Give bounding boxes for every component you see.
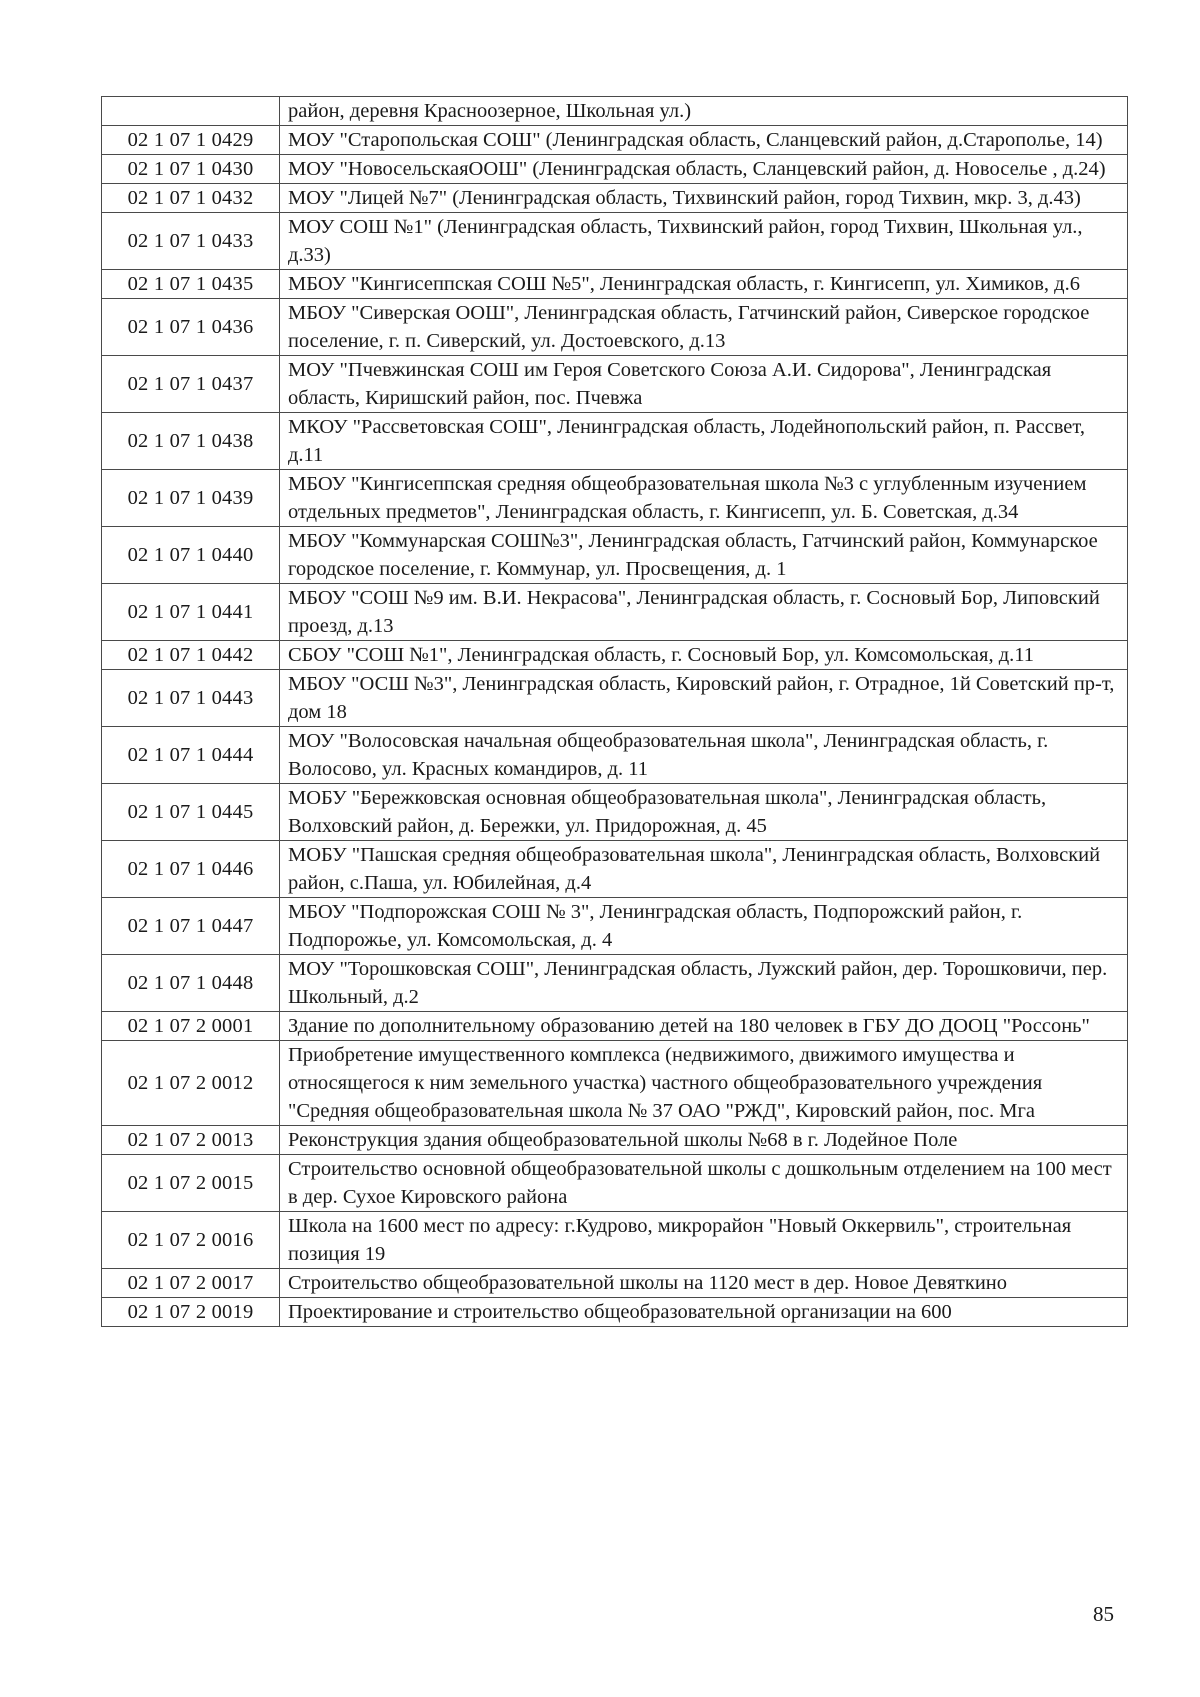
- row-description-cell: МКОУ "Рассветовская СОШ", Ленинградская область, Лодейнопольский район, п. Рассвет, д.11: [280, 413, 1128, 470]
- table-row: [102, 97, 1128, 126]
- row-code-cell: 02 1 07 1 0445: [102, 784, 280, 841]
- table-row: [102, 270, 1128, 299]
- table-row: [102, 670, 1128, 727]
- row-description-cell: Школа на 1600 мест по адресу: г.Кудрово, микрорайон "Новый Оккервиль", строительная позиция 19: [280, 1212, 1128, 1269]
- row-description-cell: МОУ СОШ №1" (Ленинградская область, Тихвинский район, город Тихвин, Школьная ул., д.33): [280, 213, 1128, 270]
- row-description-cell: МОУ "НовосельскаяООШ" (Ленинградская область, Сланцевский район, д. Новоселье , д.24): [280, 155, 1128, 184]
- table-row: [102, 898, 1128, 955]
- row-code-cell: 02 1 07 1 0435: [102, 270, 280, 299]
- row-code-cell: 02 1 07 1 0430: [102, 155, 280, 184]
- row-description-cell: Здание по дополнительному образованию детей на 180 человек в ГБУ ДО ДООЦ "Россонь": [280, 1012, 1128, 1041]
- table-row: [102, 1212, 1128, 1269]
- table-row: [102, 527, 1128, 584]
- row-description-cell: Реконструкция здания общеобразовательной школы №68 в г. Лодейное Поле: [280, 1126, 1128, 1155]
- row-code-cell: 02 1 07 2 0015: [102, 1155, 280, 1212]
- page-number: 85: [1093, 1602, 1114, 1626]
- row-description-cell: район, деревня Красноозерное, Школьная ул.): [280, 97, 1128, 126]
- table-row: [102, 1012, 1128, 1041]
- table-row: [102, 1155, 1128, 1212]
- row-description-cell: Строительство основной общеобразовательной школы с дошкольным отделением на 100 мест в дер. Сухое Кировского района: [280, 1155, 1128, 1212]
- row-description-cell: МБОУ "Коммунарская СОШ№3", Ленинградская область, Гатчинский район, Коммунарское городское поселение, г. Коммунар, ул. Просвещения, д. 1: [280, 527, 1128, 584]
- row-description-cell: МБОУ "Кингисеппская средняя общеобразовательная школа №3 с углубленным изучением отдельных предметов", Ленинградская область, г. Кингисепп, ул. Б. Советская, д.34: [280, 470, 1128, 527]
- row-code-cell: 02 1 07 1 0437: [102, 356, 280, 413]
- row-code-cell: 02 1 07 1 0433: [102, 213, 280, 270]
- row-code-cell: 02 1 07 1 0448: [102, 955, 280, 1012]
- row-code-cell: 02 1 07 1 0436: [102, 299, 280, 356]
- row-description-cell: МБОУ "Подпорожская СОШ № 3", Ленинградская область, Подпорожский район, г. Подпорожье, ул. Комсомольская, д. 4: [280, 898, 1128, 955]
- row-code-cell: 02 1 07 1 0429: [102, 126, 280, 155]
- table-row: [102, 470, 1128, 527]
- row-code-cell: 02 1 07 1 0438: [102, 413, 280, 470]
- row-code-cell: 02 1 07 1 0443: [102, 670, 280, 727]
- table-row: [102, 1298, 1128, 1327]
- row-description-cell: МБОУ "Кингисеппская СОШ №5", Ленинградская область, г. Кингисепп, ул. Химиков, д.6: [280, 270, 1128, 299]
- row-description-cell: МОУ "Пчевжинская СОШ им Героя Советского Союза А.И. Сидорова", Ленинградская область, Киришский район, пос. Пчевжа: [280, 356, 1128, 413]
- row-code-cell: 02 1 07 2 0017: [102, 1269, 280, 1298]
- document-table: [101, 96, 1128, 1327]
- row-code-cell: [102, 97, 280, 126]
- table-row: [102, 213, 1128, 270]
- row-code-cell: 02 1 07 1 0441: [102, 584, 280, 641]
- row-description-cell: МОУ "Старопольская СОШ" (Ленинградская область, Сланцевский район, д.Старополье, 14): [280, 126, 1128, 155]
- table-row: [102, 641, 1128, 670]
- row-code-cell: 02 1 07 2 0013: [102, 1126, 280, 1155]
- row-code-cell: 02 1 07 1 0439: [102, 470, 280, 527]
- row-code-cell: 02 1 07 1 0444: [102, 727, 280, 784]
- row-description-cell: МБОУ "ОСШ №3", Ленинградская область, Кировский район, г. Отрадное, 1й Советский пр-т, дом 18: [280, 670, 1128, 727]
- table-row: [102, 584, 1128, 641]
- table-row: [102, 184, 1128, 213]
- row-code-cell: 02 1 07 1 0432: [102, 184, 280, 213]
- row-code-cell: 02 1 07 2 0019: [102, 1298, 280, 1327]
- row-description-cell: Строительство общеобразовательной школы на 1120 мест в дер. Новое Девяткино: [280, 1269, 1128, 1298]
- row-description-cell: СБОУ "СОШ №1", Ленинградская область, г. Сосновый Бор, ул. Комсомольская, д.11: [280, 641, 1128, 670]
- row-description-cell: МОБУ "Бережковская основная общеобразовательная школа", Ленинградская область, Волховский район, д. Бережки, ул. Придорожная, д. 45: [280, 784, 1128, 841]
- table-row: [102, 841, 1128, 898]
- row-code-cell: 02 1 07 2 0012: [102, 1041, 280, 1126]
- table-row: [102, 299, 1128, 356]
- row-code-cell: 02 1 07 1 0442: [102, 641, 280, 670]
- row-description-cell: Проектирование и строительство общеобразовательной организации на 600: [280, 1298, 1128, 1327]
- row-description-cell: МОУ "Торошковская СОШ", Ленинградская область, Лужский район, дер. Торошковичи, пер. Школьный, д.2: [280, 955, 1128, 1012]
- row-code-cell: 02 1 07 1 0446: [102, 841, 280, 898]
- row-code-cell: 02 1 07 1 0447: [102, 898, 280, 955]
- table-row: [102, 1269, 1128, 1298]
- table-row: [102, 1126, 1128, 1155]
- row-code-cell: 02 1 07 2 0001: [102, 1012, 280, 1041]
- table-row: [102, 784, 1128, 841]
- row-description-cell: МОУ "Лицей №7" (Ленинградская область, Тихвинский район, город Тихвин, мкр. 3, д.43): [280, 184, 1128, 213]
- row-code-cell: 02 1 07 2 0016: [102, 1212, 280, 1269]
- row-code-cell: 02 1 07 1 0440: [102, 527, 280, 584]
- table-row: [102, 356, 1128, 413]
- row-description-cell: МБОУ "Сиверская ООШ", Ленинградская область, Гатчинский район, Сиверское городское поселение, г. п. Сиверский, ул. Достоевского, д.13: [280, 299, 1128, 356]
- table-row: [102, 727, 1128, 784]
- table-row: [102, 1041, 1128, 1126]
- table-row: [102, 155, 1128, 184]
- row-description-cell: Приобретение имущественного комплекса (недвижимого, движимого имущества и относящегося к ним земельного участка) частного общеобразовательного учреждения "Средняя общеобразовательная школа № 37 ОАО "РЖД", Кировский район, пос. Мга: [280, 1041, 1128, 1126]
- row-description-cell: МБОУ "СОШ №9 им. В.И. Некрасова", Ленинградская область, г. Сосновый Бор, Липовский проезд, д.13: [280, 584, 1128, 641]
- table-body: [102, 97, 1128, 1327]
- table-row: [102, 126, 1128, 155]
- table-row: [102, 413, 1128, 470]
- table-row: [102, 955, 1128, 1012]
- row-description-cell: МОБУ "Пашская средняя общеобразовательная школа", Ленинградская область, Волховский район, с.Паша, ул. Юбилейная, д.4: [280, 841, 1128, 898]
- row-description-cell: МОУ "Волосовская начальная общеобразовательная школа", Ленинградская область, г. Волосово, ул. Красных командиров, д. 11: [280, 727, 1128, 784]
